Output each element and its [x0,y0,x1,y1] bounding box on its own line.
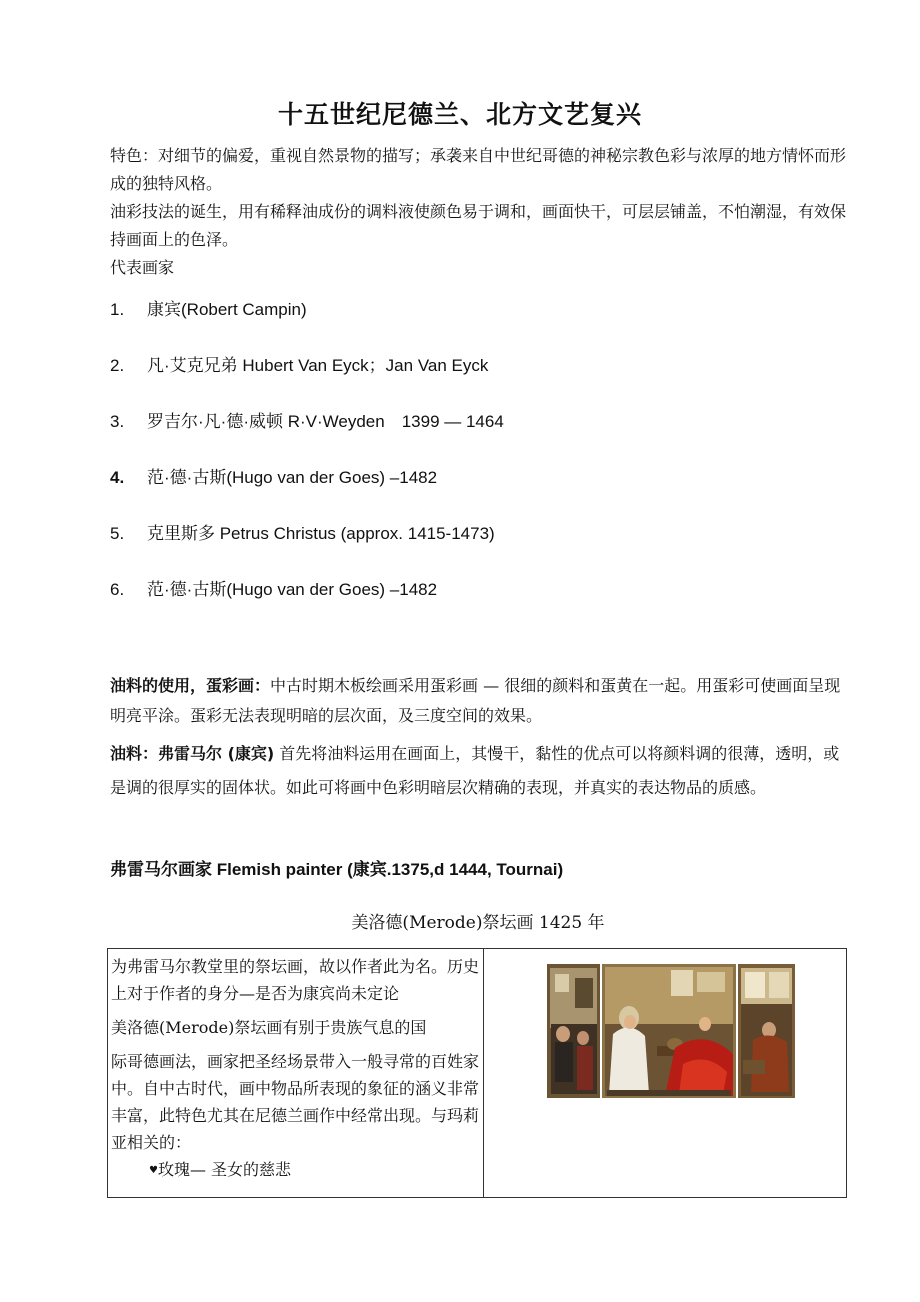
list-item [110,297,810,353]
description-line: 为弗雷马尔教堂里的祭坛画，故以作者此为名。历史上对于作者的身分—是否为康宾尚未定论 [111,957,480,1003]
list-item [110,409,810,465]
flemish-heading: 弗雷马尔画家 Flemish painter (康宾.1375,d 1444, Tournai) [110,860,564,879]
egg-tempera-label: 油料的使用，蛋彩画： [110,676,271,695]
list-item [110,577,810,633]
page-title: 十五世纪尼德兰、北方文艺复兴 [277,100,642,129]
egg-tempera-text: 中古时期木板绘画采用蛋彩画 — 很细的颜料和蛋黄在一起。用蛋彩可使画面呈现明亮平涂。蛋彩无法表现明暗的层次面，及三度空间的效果。 [110,676,841,725]
list-number: 6. [110,580,125,599]
oil-text: 首先将油料运用在画面上，其慢干，黏性的优点可以将颜料调的很薄，透明，或是调的很厚实的固体状。如此可将画中色彩明暗层次精确的表现，并真实的表达物品的质感。 [110,744,840,797]
list-number: 4. [110,468,125,487]
heart-bullet-icon: ♥ [149,1165,158,1176]
description-line: 美洛德(Merode)祭坛画有别于贵族气息的国 [111,1018,427,1037]
description-line: 际哥德画法，画家把圣经场景带入一般寻常的百姓家中。自中古时代，画中物品所表现的象征的涵义非常丰富，此特色尤其在尼德兰画作中经常出现。与玛莉亚相关的： [111,1052,480,1152]
oil-label: 油料：弗雷马尔 (康宾) [110,744,275,763]
list-text: 范·德·古斯(Hugo van der Goes) –1482 [147,580,438,599]
list-number: 3. [110,412,125,431]
list-item [110,353,810,409]
merode-altarpiece-image [547,964,795,1098]
egg-tempera-paragraph [110,671,850,731]
merode-table [107,948,847,1198]
painter-list [110,297,810,633]
list-text: 范·德·古斯(Hugo van der Goes) –1482 [147,468,438,487]
features-paragraph: 特色：对细节的偏爱，重视自然景物的描写；承袭来自中世纪哥德的神秘宗教色彩与浓厚的地方情怀而形成的独特风格。 [110,146,847,193]
list-number: 5. [110,524,125,543]
list-text: 克里斯多 Petrus Christus (approx. 1415-1473) [147,524,495,543]
list-text: 康宾(Robert Campin) [147,300,307,319]
list-item [110,465,810,521]
list-text: 罗吉尔·凡·德·威顿 R·V·Weyden 1399 — 1464 [147,412,504,431]
list-number: 2. [110,356,125,375]
oil-paragraph [110,737,850,805]
list-item [110,521,810,577]
merode-description-cell [108,949,484,1197]
merode-image-cell [484,949,846,1197]
rose-bullet [111,1156,481,1184]
list-number: 1. [110,300,125,319]
list-text: 凡·艾克兄弟 Hubert Van Eyck；Jan Van Eyck [147,356,489,375]
oil-technique-paragraph: 油彩技法的诞生，用有稀释油成份的调料液使颜色易于调和，画面快干，可层层铺盖，不怕潮湿，有效保持画面上的色泽。 [110,202,847,249]
painters-label: 代表画家 [110,258,175,277]
merode-caption: 美洛德(Merode)祭坛画 1425 年 [351,913,605,933]
rose-bullet-text: 玫瑰— 圣女的慈悲 [157,1160,292,1179]
